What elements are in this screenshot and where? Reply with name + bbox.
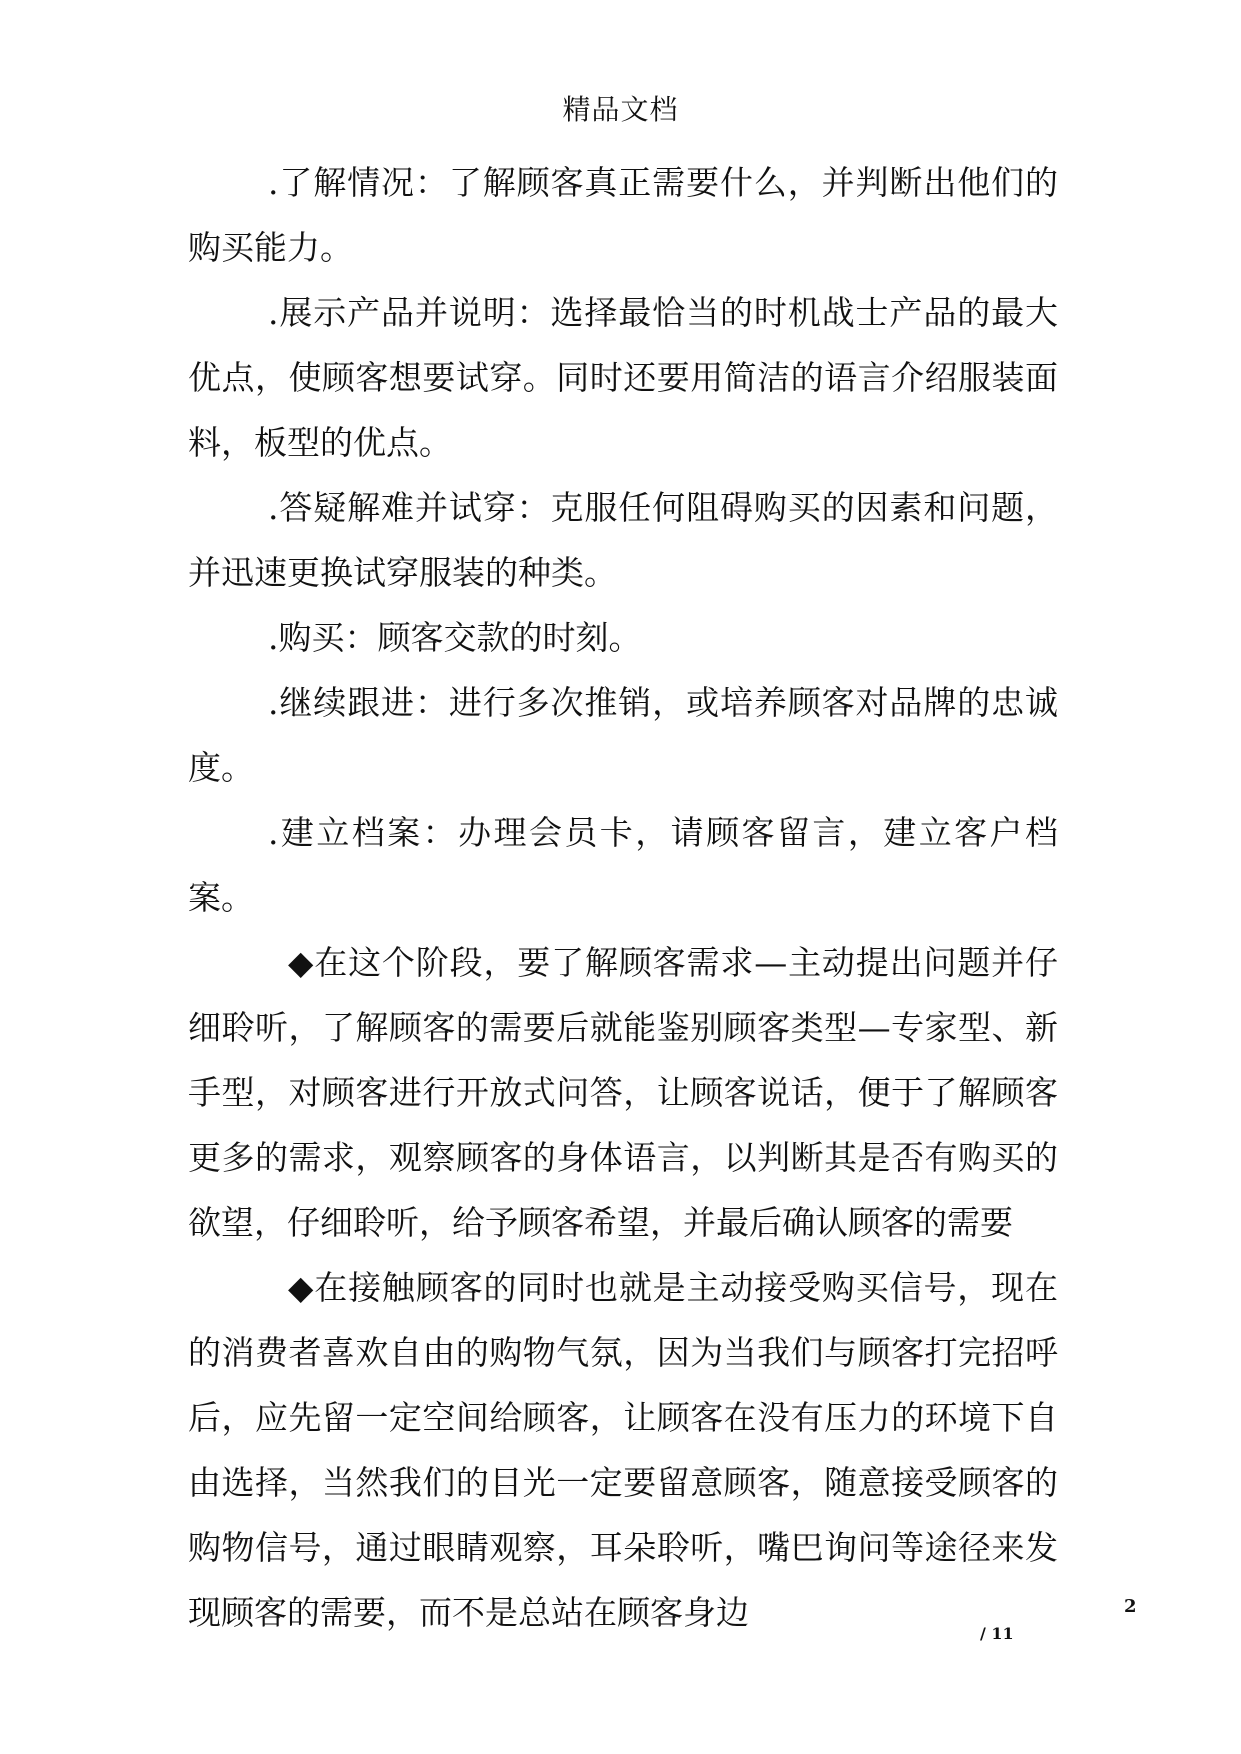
page-number: 2 bbox=[1124, 1596, 1137, 1617]
paragraph-understand-situation: .了解情况：了解顾客真正需要什么，并判断出他们的购买能力。 bbox=[188, 163, 1058, 267]
paragraph-purchase: .购买：顾客交款的时刻。 bbox=[268, 618, 642, 657]
page-total: / 11 bbox=[980, 1624, 1014, 1643]
paragraph-show-product: .展示产品并说明：选择最恰当的时机战士产品的最大优点，使顾客想要试穿。同时还要用简洁的语言介绍服装面料，板型的优点。 bbox=[188, 293, 1058, 462]
document-body bbox=[188, 150, 1058, 1645]
paragraph-create-file: .建立档案：办理会员卡，请顾客留言，建立客户档案。 bbox=[188, 813, 1058, 917]
paragraph-follow-up: .继续跟进：进行多次推销，或培养顾客对品牌的忠诚度。 bbox=[188, 683, 1058, 787]
paragraph-answer-questions: .答疑解难并试穿：克服任何阻碍购买的因素和问题，并迅速更换试穿服装的种类。 bbox=[188, 488, 1058, 592]
paragraph-bullet-signals: ◆在接触顾客的同时也就是主动接受购买信号，现在的消费者喜欢自由的购物气氛，因为当我们与顾客打完招呼后，应先留一定空间给顾客，让顾客在没有压力的环境下自由选择，当然我们的目光一定要留意顾客，随意接受顾客的购物信号，通过眼睛观察，耳朵聆听，嘴巴询问等途径来发现顾客的需要，而不是总站在顾客身边 bbox=[188, 1268, 1058, 1632]
paragraph-bullet-needs: ◆在这个阶段，要了解顾客需求—主动提出问题并仔细聆听，了解顾客的需要后就能鉴别顾客类型—专家型、新手型，对顾客进行开放式问答，让顾客说话，便于了解顾客更多的需求，观察顾客的身体语言，以判断其是否有购买的欲望，仔细聆听，给予顾客希望，并最后确认顾客的需要 bbox=[188, 943, 1058, 1242]
page-header-title: 精品文档 bbox=[562, 93, 679, 126]
